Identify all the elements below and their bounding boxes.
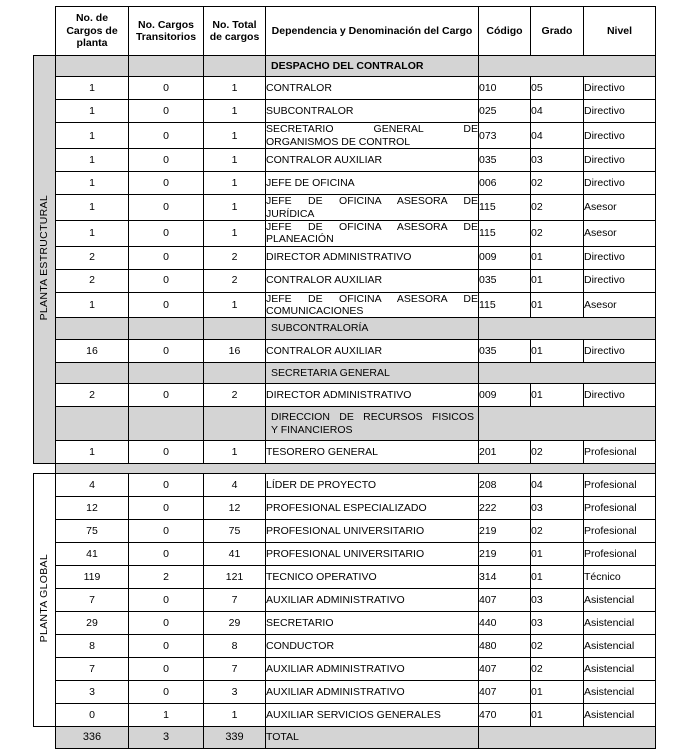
table-row bbox=[34, 195, 656, 221]
dep-line-1: JEFE DE OFICINA ASESORA DE bbox=[266, 292, 478, 305]
cell-codigo: 006 bbox=[479, 172, 531, 195]
cell-codigo: 035 bbox=[479, 269, 531, 292]
header-corner-spacer bbox=[34, 7, 56, 56]
total-side-spacer bbox=[34, 726, 56, 748]
cell-cargos-planta: 75 bbox=[56, 519, 129, 542]
cell-cargos-planta: 41 bbox=[56, 542, 129, 565]
cell-grado: 01 bbox=[531, 703, 584, 726]
section-title: DESPACHO DEL CONTRALOR bbox=[266, 56, 479, 77]
cell-nivel: Profesional bbox=[584, 542, 656, 565]
cell-total-cargos: 8 bbox=[204, 634, 266, 657]
table-row bbox=[34, 611, 656, 634]
table-row bbox=[34, 246, 656, 269]
cell-grado: 01 bbox=[531, 269, 584, 292]
dep-line-2: ORGANISMOS DE CONTROL bbox=[266, 135, 411, 148]
cell-nivel: Directivo bbox=[584, 149, 656, 172]
side-label-text: PLANTA GLOBAL bbox=[38, 554, 51, 643]
header-dependencia: Dependencia y Denominación del Cargo bbox=[266, 7, 479, 56]
header-line: No. Cargos bbox=[137, 18, 194, 31]
cell-grado: 05 bbox=[531, 77, 584, 100]
table-row bbox=[34, 519, 656, 542]
table-row bbox=[34, 149, 656, 172]
cell-grado: 01 bbox=[531, 246, 584, 269]
table-row bbox=[34, 292, 656, 318]
block-separator bbox=[34, 463, 656, 473]
cell-total-cargos: 29 bbox=[204, 611, 266, 634]
cell-total-cargos: 16 bbox=[204, 339, 266, 362]
table-body bbox=[34, 56, 656, 749]
header-nivel: Nivel bbox=[584, 7, 656, 56]
cell-dependencia: PROFESIONAL UNIVERSITARIO bbox=[266, 519, 479, 542]
table-row bbox=[34, 634, 656, 657]
cell-nivel: Profesional bbox=[584, 473, 656, 496]
cell-total-cargos: 75 bbox=[204, 519, 266, 542]
cell-cargos-planta: 1 bbox=[56, 172, 129, 195]
cell-grado: 03 bbox=[531, 611, 584, 634]
dep-line-1: SECRETARIO GENERAL DE bbox=[266, 123, 478, 136]
cell-cargos-transitorios bbox=[129, 407, 204, 441]
cell-cargos-transitorios: 0 bbox=[129, 195, 204, 221]
header-line: Cargos de bbox=[66, 24, 118, 37]
table-row bbox=[34, 703, 656, 726]
cell-nivel: Profesional bbox=[584, 440, 656, 463]
cell-grado: 01 bbox=[531, 339, 584, 362]
cell-cargos-transitorios: 0 bbox=[129, 588, 204, 611]
cell-codigo: 025 bbox=[479, 100, 531, 123]
cell-dependencia: TECNICO OPERATIVO bbox=[266, 565, 479, 588]
cell-nivel: Técnico bbox=[584, 565, 656, 588]
dep-line-1: DIRECCION DE RECURSOS FISICOS bbox=[271, 411, 474, 424]
side-label-planta-global bbox=[34, 473, 56, 726]
cell-codigo: 115 bbox=[479, 292, 531, 318]
cell-codigo: 222 bbox=[479, 496, 531, 519]
cell-cargos-planta: 1 bbox=[56, 100, 129, 123]
cell-grado: 02 bbox=[531, 657, 584, 680]
cell-grado: 02 bbox=[531, 634, 584, 657]
cell-cargos-transitorios: 0 bbox=[129, 292, 204, 318]
cell-cargos-planta: 1 bbox=[56, 440, 129, 463]
cell-cargos-transitorios: 0 bbox=[129, 440, 204, 463]
cell-dependencia: SUBCONTRALOR bbox=[266, 100, 479, 123]
cell-section-blank bbox=[479, 318, 656, 339]
cell-dependencia: CONTRALOR bbox=[266, 77, 479, 100]
cell-dependencia: CONTRALOR AUXILIAR bbox=[266, 339, 479, 362]
cell-cargos-transitorios: 0 bbox=[129, 100, 204, 123]
header-row bbox=[34, 7, 656, 56]
cell-dependencia: DIRECTOR ADMINISTRATIVO bbox=[266, 384, 479, 407]
cell-grado: 02 bbox=[531, 172, 584, 195]
cell-codigo: 470 bbox=[479, 703, 531, 726]
cell-cargos-planta: 29 bbox=[56, 611, 129, 634]
cell-total-cargos bbox=[204, 56, 266, 77]
cell-codigo: 440 bbox=[479, 611, 531, 634]
cell-total-cargos: 1 bbox=[204, 440, 266, 463]
cell-codigo: 009 bbox=[479, 384, 531, 407]
cell-dependencia bbox=[266, 292, 479, 318]
table-row bbox=[34, 542, 656, 565]
cell-codigo: 314 bbox=[479, 565, 531, 588]
cell-dependencia: CONTRALOR AUXILIAR bbox=[266, 269, 479, 292]
cell-grado: 04 bbox=[531, 100, 584, 123]
cell-cargos-transitorios bbox=[129, 362, 204, 383]
table-row bbox=[34, 407, 656, 441]
cell-codigo: 219 bbox=[479, 519, 531, 542]
cell-cargos-transitorios: 0 bbox=[129, 519, 204, 542]
cell-section-blank bbox=[479, 56, 656, 77]
cell-grado: 01 bbox=[531, 292, 584, 318]
cell-cargos-transitorios: 0 bbox=[129, 680, 204, 703]
cell-cargos-transitorios: 0 bbox=[129, 384, 204, 407]
planta-personal-table bbox=[33, 6, 656, 749]
table-row bbox=[34, 339, 656, 362]
cell-dependencia: DIRECTOR ADMINISTRATIVO bbox=[266, 246, 479, 269]
cell-total-cargos bbox=[204, 407, 266, 441]
cell-total-cargos: 2 bbox=[204, 384, 266, 407]
table-row bbox=[34, 473, 656, 496]
cell-cargos-planta bbox=[56, 407, 129, 441]
cell-total-cargos: 1 bbox=[204, 703, 266, 726]
cell-cargos-planta: 2 bbox=[56, 246, 129, 269]
table-row bbox=[34, 56, 656, 77]
cell-grado: 04 bbox=[531, 473, 584, 496]
cell-nivel: Directivo bbox=[584, 339, 656, 362]
cell-cargos-transitorios: 1 bbox=[129, 703, 204, 726]
cell-nivel: Directivo bbox=[584, 123, 656, 149]
cell-cargos-planta: 1 bbox=[56, 195, 129, 221]
table-row bbox=[34, 588, 656, 611]
cell-dependencia: AUXILIAR ADMINISTRATIVO bbox=[266, 588, 479, 611]
cell-nivel: Asistencial bbox=[584, 703, 656, 726]
cell-cargos-planta: 2 bbox=[56, 269, 129, 292]
cell-dependencia: CONDUCTOR bbox=[266, 634, 479, 657]
cell-nivel: Asistencial bbox=[584, 657, 656, 680]
separator-side-spacer bbox=[34, 463, 56, 473]
cell-cargos-transitorios: 0 bbox=[129, 657, 204, 680]
cell-cargos-transitorios: 0 bbox=[129, 496, 204, 519]
cell-total-cargos: 12 bbox=[204, 496, 266, 519]
table-row bbox=[34, 565, 656, 588]
cell-dependencia: AUXILIAR ADMINISTRATIVO bbox=[266, 657, 479, 680]
cell-nivel: Asistencial bbox=[584, 611, 656, 634]
cell-total-cargos: 1 bbox=[204, 220, 266, 246]
dep-line-1: JEFE DE OFICINA ASESORA DE bbox=[266, 220, 478, 233]
cell-total-cargos: 2 bbox=[204, 269, 266, 292]
cell-cargos-planta: 12 bbox=[56, 496, 129, 519]
header-line: No. de bbox=[75, 12, 109, 25]
cell-grado: 01 bbox=[531, 542, 584, 565]
cell-total-cargos: 7 bbox=[204, 657, 266, 680]
cell-grado: 03 bbox=[531, 588, 584, 611]
cell-cargos-transitorios: 0 bbox=[129, 339, 204, 362]
cell-cargos-planta: 1 bbox=[56, 220, 129, 246]
table-row bbox=[34, 220, 656, 246]
cell-codigo: 208 bbox=[479, 473, 531, 496]
total-cargos-transitorios: 3 bbox=[129, 726, 204, 748]
cell-nivel: Directivo bbox=[584, 269, 656, 292]
cell-cargos-planta: 1 bbox=[56, 149, 129, 172]
cell-dependencia bbox=[266, 220, 479, 246]
table-row bbox=[34, 100, 656, 123]
table-row bbox=[34, 496, 656, 519]
cell-cargos-transitorios: 0 bbox=[129, 611, 204, 634]
cell-nivel: Directivo bbox=[584, 100, 656, 123]
cell-total-cargos bbox=[204, 362, 266, 383]
dep-line-2: PLANEACIÓN bbox=[266, 233, 334, 246]
cell-total-cargos: 2 bbox=[204, 246, 266, 269]
section-title: SECRETARIA GENERAL bbox=[266, 362, 479, 383]
cell-codigo: 407 bbox=[479, 657, 531, 680]
cell-codigo: 010 bbox=[479, 77, 531, 100]
cell-cargos-planta: 16 bbox=[56, 339, 129, 362]
cell-dependencia: CONTRALOR AUXILIAR bbox=[266, 149, 479, 172]
cell-nivel: Directivo bbox=[584, 77, 656, 100]
total-blank bbox=[479, 726, 656, 748]
cell-cargos-transitorios: 0 bbox=[129, 269, 204, 292]
cell-grado: 02 bbox=[531, 195, 584, 221]
cell-total-cargos: 3 bbox=[204, 680, 266, 703]
cell-nivel: Asistencial bbox=[584, 588, 656, 611]
cell-cargos-planta: 4 bbox=[56, 473, 129, 496]
cell-dependencia: SECRETARIO bbox=[266, 611, 479, 634]
dep-line-2: Y FINANCIEROS bbox=[271, 423, 353, 436]
cell-cargos-planta: 0 bbox=[56, 703, 129, 726]
cell-dependencia bbox=[266, 123, 479, 149]
cell-nivel: Profesional bbox=[584, 496, 656, 519]
cell-grado: 01 bbox=[531, 565, 584, 588]
table-row bbox=[34, 440, 656, 463]
cell-codigo: 407 bbox=[479, 588, 531, 611]
cell-total-cargos: 1 bbox=[204, 123, 266, 149]
cell-cargos-planta: 1 bbox=[56, 292, 129, 318]
cell-cargos-planta: 2 bbox=[56, 384, 129, 407]
cell-nivel: Profesional bbox=[584, 519, 656, 542]
cell-cargos-transitorios: 0 bbox=[129, 220, 204, 246]
cell-cargos-transitorios: 0 bbox=[129, 246, 204, 269]
cell-codigo: 009 bbox=[479, 246, 531, 269]
cell-dependencia: AUXILIAR SERVICIOS GENERALES bbox=[266, 703, 479, 726]
cell-cargos-transitorios: 0 bbox=[129, 634, 204, 657]
header-cargos-transitorios bbox=[129, 7, 204, 56]
cell-dependencia: PROFESIONAL ESPECIALIZADO bbox=[266, 496, 479, 519]
cell-cargos-transitorios: 0 bbox=[129, 123, 204, 149]
cell-cargos-transitorios bbox=[129, 318, 204, 339]
total-label: TOTAL bbox=[266, 726, 479, 748]
table-row bbox=[34, 318, 656, 339]
table-row bbox=[34, 77, 656, 100]
cell-total-cargos: 1 bbox=[204, 149, 266, 172]
header-total-cargos bbox=[204, 7, 266, 56]
section-title: SUBCONTRALORÍA bbox=[266, 318, 479, 339]
cell-total-cargos: 1 bbox=[204, 292, 266, 318]
cell-codigo: 115 bbox=[479, 195, 531, 221]
total-cargos-planta: 336 bbox=[56, 726, 129, 748]
cell-cargos-planta bbox=[56, 56, 129, 77]
cell-cargos-planta: 1 bbox=[56, 77, 129, 100]
cell-dependencia: AUXILIAR ADMINISTRATIVO bbox=[266, 680, 479, 703]
cell-grado: 02 bbox=[531, 440, 584, 463]
cell-cargos-transitorios: 0 bbox=[129, 542, 204, 565]
dep-line-2: JURÍDICA bbox=[266, 207, 315, 220]
table-row bbox=[34, 680, 656, 703]
cell-nivel: Asistencial bbox=[584, 680, 656, 703]
cell-cargos-transitorios: 0 bbox=[129, 172, 204, 195]
cell-cargos-planta: 1 bbox=[56, 123, 129, 149]
header-line: No. Total bbox=[212, 18, 257, 31]
cell-grado: 02 bbox=[531, 519, 584, 542]
table-header bbox=[34, 7, 656, 56]
cell-cargos-planta: 7 bbox=[56, 657, 129, 680]
cell-total-cargos: 1 bbox=[204, 195, 266, 221]
cell-grado: 03 bbox=[531, 149, 584, 172]
cell-grado: 02 bbox=[531, 220, 584, 246]
header-codigo: Código bbox=[479, 7, 531, 56]
cell-grado: 01 bbox=[531, 680, 584, 703]
cell-total-cargos: 121 bbox=[204, 565, 266, 588]
header-line: Transitorios bbox=[135, 31, 197, 43]
cell-cargos-transitorios: 0 bbox=[129, 473, 204, 496]
cell-total-cargos: 1 bbox=[204, 100, 266, 123]
cell-cargos-transitorios bbox=[129, 56, 204, 77]
cell-codigo: 073 bbox=[479, 123, 531, 149]
cell-cargos-planta bbox=[56, 362, 129, 383]
cell-dependencia: JEFE DE OFICINA bbox=[266, 172, 479, 195]
cell-cargos-planta: 7 bbox=[56, 588, 129, 611]
cell-total-cargos: 1 bbox=[204, 77, 266, 100]
dep-line-1: JEFE DE OFICINA ASESORA DE bbox=[266, 195, 478, 208]
cell-grado: 03 bbox=[531, 496, 584, 519]
cell-codigo: 115 bbox=[479, 220, 531, 246]
cell-cargos-planta bbox=[56, 318, 129, 339]
cell-nivel: Asesor bbox=[584, 195, 656, 221]
table-row bbox=[34, 123, 656, 149]
cell-cargos-transitorios: 2 bbox=[129, 565, 204, 588]
cell-total-cargos: 4 bbox=[204, 473, 266, 496]
header-line: planta bbox=[76, 37, 108, 50]
cell-grado: 04 bbox=[531, 123, 584, 149]
table-row bbox=[34, 172, 656, 195]
cell-nivel: Directivo bbox=[584, 172, 656, 195]
cell-cargos-planta: 8 bbox=[56, 634, 129, 657]
header-grado: Grado bbox=[531, 7, 584, 56]
cell-nivel: Asistencial bbox=[584, 634, 656, 657]
table-row bbox=[34, 384, 656, 407]
total-row bbox=[34, 726, 656, 748]
table-row bbox=[34, 657, 656, 680]
cell-codigo: 480 bbox=[479, 634, 531, 657]
cell-section-blank bbox=[479, 407, 656, 441]
cell-section-blank bbox=[479, 362, 656, 383]
cell-dependencia: LÍDER DE PROYECTO bbox=[266, 473, 479, 496]
cell-dependencia bbox=[266, 195, 479, 221]
cell-cargos-planta: 119 bbox=[56, 565, 129, 588]
section-title bbox=[266, 407, 479, 441]
cell-total-cargos bbox=[204, 318, 266, 339]
side-label-planta-estructural bbox=[34, 56, 56, 464]
header-line: de cargos bbox=[209, 31, 260, 43]
total-total-cargos: 339 bbox=[204, 726, 266, 748]
cell-nivel: Asesor bbox=[584, 292, 656, 318]
separator-band bbox=[56, 463, 656, 473]
cell-nivel: Asesor bbox=[584, 220, 656, 246]
cell-codigo: 201 bbox=[479, 440, 531, 463]
cell-total-cargos: 1 bbox=[204, 172, 266, 195]
cell-codigo: 219 bbox=[479, 542, 531, 565]
table-row bbox=[34, 362, 656, 383]
cell-total-cargos: 41 bbox=[204, 542, 266, 565]
cell-grado: 01 bbox=[531, 384, 584, 407]
cell-dependencia: PROFESIONAL UNIVERSITARIO bbox=[266, 542, 479, 565]
header-cargos-planta bbox=[56, 7, 129, 56]
dep-line-2: COMUNICACIONES bbox=[266, 305, 364, 317]
cell-cargos-planta: 3 bbox=[56, 680, 129, 703]
cell-codigo: 035 bbox=[479, 149, 531, 172]
cell-codigo: 407 bbox=[479, 680, 531, 703]
cell-nivel: Directivo bbox=[584, 246, 656, 269]
cell-codigo: 035 bbox=[479, 339, 531, 362]
cell-total-cargos: 7 bbox=[204, 588, 266, 611]
cell-nivel: Directivo bbox=[584, 384, 656, 407]
cell-dependencia: TESORERO GENERAL bbox=[266, 440, 479, 463]
cell-cargos-transitorios: 0 bbox=[129, 149, 204, 172]
cell-cargos-transitorios: 0 bbox=[129, 77, 204, 100]
table-row bbox=[34, 269, 656, 292]
side-label-text: PLANTA ESTRUCTURAL bbox=[38, 195, 51, 321]
